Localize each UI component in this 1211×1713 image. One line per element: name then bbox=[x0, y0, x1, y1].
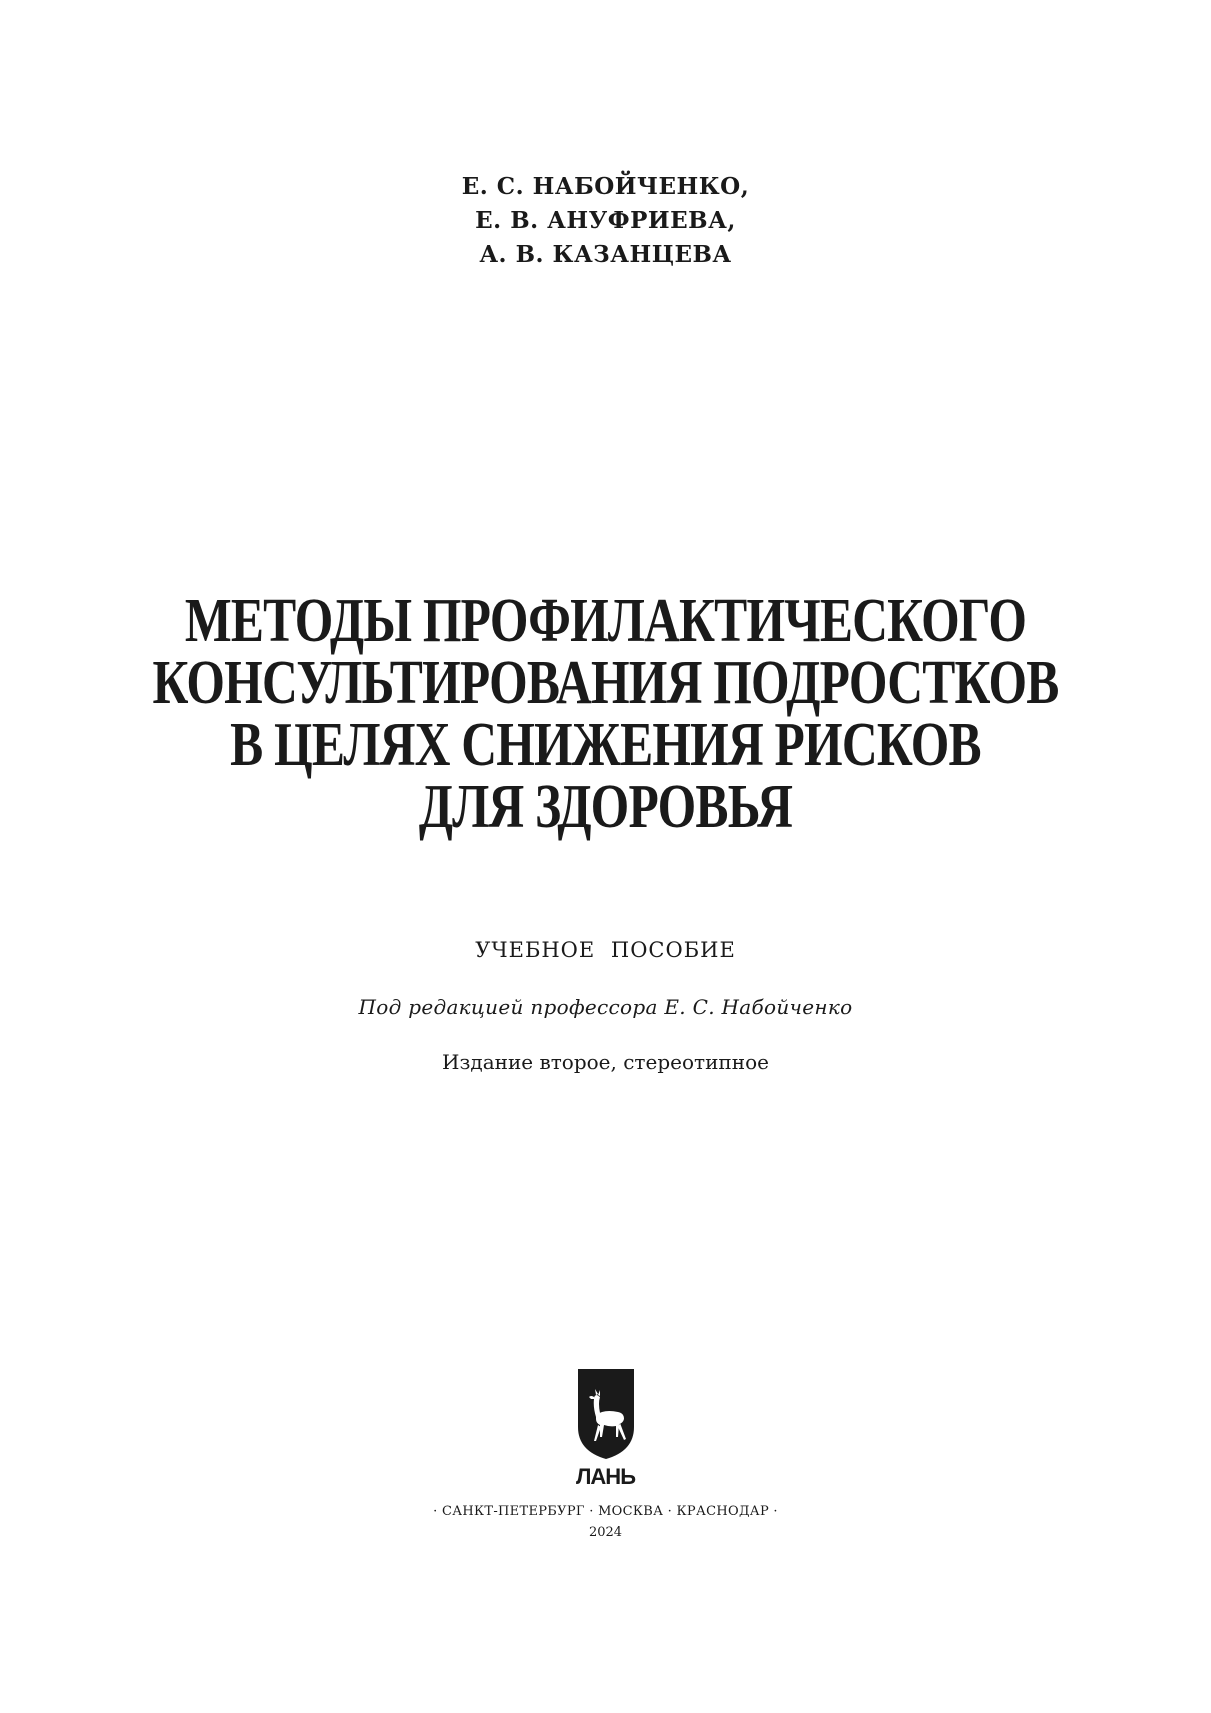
book-title bbox=[0, 587, 1211, 841]
publication-year: 2024 bbox=[588, 1525, 623, 1540]
edition-note: Издание второе, стереотипное bbox=[442, 1050, 769, 1074]
editor-credit: Под редакцией профессора Е. С. Набойченко bbox=[358, 995, 853, 1019]
publisher-name: ЛАНЬ bbox=[575, 1464, 636, 1489]
title-line: КОНСУЛЬТИРОВАНИЯ ПОДРОСТКОВ bbox=[152, 649, 1059, 717]
author-name: Е. С. НАБОЙЧЕНКО, bbox=[461, 173, 750, 200]
genre-label: УЧЕБНОЕ ПОСОБИЕ bbox=[475, 938, 736, 962]
author-name: Е. В. АНУФРИЕВА, bbox=[475, 207, 736, 234]
title-line: ДЛЯ ЗДОРОВЬЯ bbox=[418, 773, 793, 841]
author-name: А. В. КАЗАНЦЕВА bbox=[479, 241, 732, 268]
title-line: МЕТОДЫ ПРОФИЛАКТИЧЕСКОГО bbox=[184, 587, 1027, 655]
publisher-cities: · САНКТ-ПЕТЕРБУРГ · МОСКВА · КРАСНОДАР · bbox=[433, 1504, 778, 1519]
title-line: В ЦЕЛЯХ СНИЖЕНИЯ РИСКОВ bbox=[230, 711, 981, 779]
authors-block bbox=[0, 170, 1211, 272]
deer-shield-icon bbox=[574, 1365, 638, 1461]
